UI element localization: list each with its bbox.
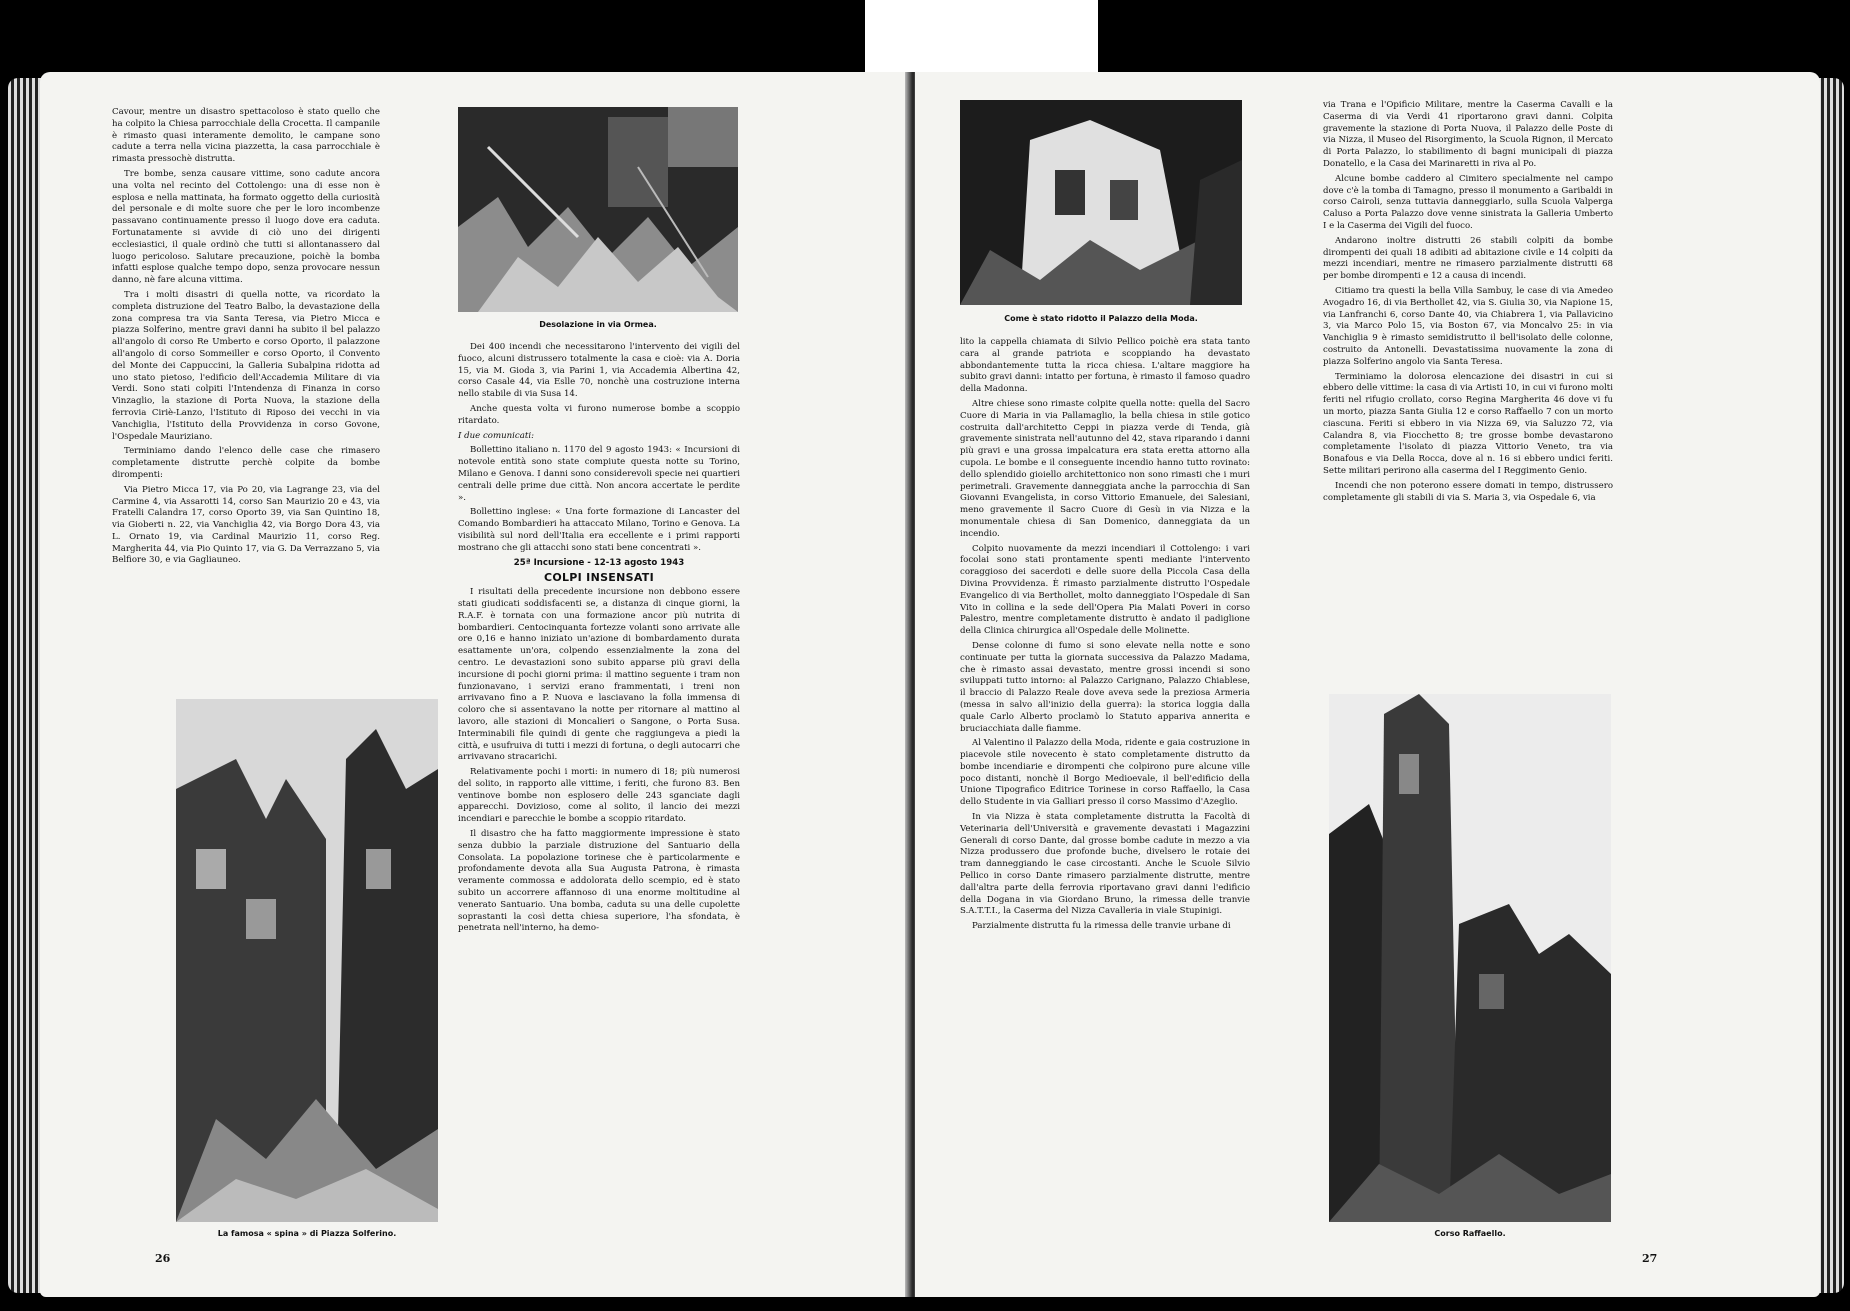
photo-caption: Come è stato ridotto il Palazzo della Moda. [1004, 314, 1198, 323]
paragraph: Dense colonne di fumo si sono elevate nella notte e sono continuate per tutta la giornata successiva da Palazzo Madama, che è rimasto assai devastato, mentre grossi incendi si sono sviluppati tutto intorno: al Palazzo Carignano, Palazzo Chiablese, il braccio di Palazzo Reale dove aveva sede la preziosa Armeria (messa in salvo all'inizio della guerra): la storica loggia dalla quale Carlo Alberto proclamò lo Statuto appariva annerita e bruciacchiata dalle fiamme. [960, 640, 1250, 734]
paragraph: Terminiamo la dolorosa elencazione dei disastri in cui si ebbero delle vittime: la casa di via Artisti 10, in cui vi furono molti feriti nel rifugio crollato, corso Regina Margherita 46 dove vi fu un morto, piazza Santa Giulia 12 e corso Raffaello 7 con un morto ciascuna. Feriti si ebbero in via Nizza 69, via Saluzzo 72, via Calandra 8, via Fiocchetto 8; tre grosse bombe devastarono completamente l'isolato di piazza Vittorio Veneto, tra via Bonafous e via Della Rocca, dove al n. 16 si ebbero undici feriti. Sette militari perirono alla caserma del I Reggimento Genio. [1323, 371, 1613, 476]
paragraph: Altre chiese sono rimaste colpite quella notte: quella del Sacro Cuore di Maria in via Pallamaglio, la bella chiesa in stile gotico costruita dall'architetto Ceppi in piazza verde di Tenda, già gravemente sinistrata nell'autunno del 42, stava riparando i danni più gravi e una grossa impalcatura era stata eretta attorno alla cupola. Le bombe e il conseguente incendio hanno tutto rovinato: dello splendido gioiello architettonico non sono rimasti che i muri perimetrali. Gravemente danneggiata anche la parrocchia di San Giovanni Evangelista, in corso Vittorio Emanuele, dei Salesiani, meno gravemente il Sacro Cuore di Gesù in via Nizza e la monumentale chiesa di San Domenico, danneggiata da un incendio. [960, 398, 1250, 539]
paragraph: Tra i molti disastri di quella notte, va ricordato la completa distruzione del Teatro Balbo, la devastazione della zona compresa tra via Santa Teresa, via Pietro Micca e piazza Solferino, mentre gravi danni ha subito il bel palazzo all'angolo di corso Re Umberto e corso Oporto, il palazzone all'angolo di corso Sommeiller e corso Oporto, il Convento del Monte dei Cappuccini, la Galleria Subalpina ridotta ad uno stato pietoso, l'edificio dell'Accademia Militare di via Verdi. Sono stati colpiti l'Intendenza di Finanza in corso Vinzaglio, la stazione di Porta Nuova, la stazione della ferrovia Ciriè-Lanzo, l'Istituto di Riposo dei vecchi in via Vanchiglia, l'Istituto della Provvidenza in corso Govone, l'Ospedale Mauriziano. [112, 289, 380, 442]
paragraph: Cavour, mentre un disastro spettacoloso è stato quello che ha colpito la Chiesa parrocchiale della Crocetta. Il campanile è rimasto quasi interamente demolito, le campane sono cadute a terra nella vicina piazzetta, la casa parrocchiale è rimasta pressochè distrutta. [112, 107, 380, 165]
photo-corso-raffaello [1329, 694, 1611, 1222]
paragraph: In via Nizza è stata completamente distrutta la Facoltà di Veterinaria dell'Università e gravemente devastati i Magazzini Generali di corso Dante, dal grosse bombe cadute in mezzo a via Nizza produssero due profonde buche, divelsero le rotaie dei tram danneggiando le case circostanti. Anche le Scuole Silvio Pellico in corso Dante rimasero parzialmente distrutte, mentre dall'altra parte della ferrovia riportavano gravi danni l'edificio della Dogana in via Giordano Bruno, la rimessa delle tranvie S.A.T.T.I., la Caserma del Nizza Cavalleria in viale Stupinigi. [960, 812, 1250, 917]
left-column-1 [112, 107, 380, 570]
photo-caption: Desolazione in via Ormea. [539, 320, 657, 329]
paragraph: Alcune bombe caddero al Cimitero specialmente nel campo dove c'è la tomba di Tamagno, presso il monumento a Garibaldi in corso Cairoli, senza tuttavia danneggiarlo, sulla Scuola Valperga Caluso a Porta Palazzo dove venne sinistrata la Galleria Umberto I e la Caserma dei Vigili del fuoco. [1323, 173, 1613, 231]
right-column-2 [1323, 100, 1613, 507]
paragraph: Via Pietro Micca 17, via Po 20, via Lagrange 23, via del Carmine 4, via Assarotti 14, corso San Maurizio 20 e 43, via Fratelli Calandra 17, corso Oporto 39, via San Quintino 18, via Gioberti n. 22, via Vanchiglia 42, via Borgo Dora 43, via L. Ornato 19, via Cardinal Maurizio 11, corso Reg. Margherita 44, via Pio Quinto 17, via G. Da Verrazzano 5, via Belfiore 30, e via Gagliauneo. [112, 484, 380, 566]
paragraph: Relativamente pochi i morti: in numero di 18; più numerosi del solito, in rapporto alle vittime, i feriti, che furono 83. Ben ventinove bombe non esplosero delle 243 sganciate dagli apparecchi. Dovizioso, come al solito, il lancio dei mezzi incendiari e parecchie le bombe a scoppio ritardato. [458, 767, 740, 825]
paragraph: Bollettino inglese: « Una forte formazione di Lancaster del Comando Bombardieri ha attaccato Milano, Torino e Genova. La visibilità sul nord dell'Italia era eccellente e i primi rapporti mostrano che gli attacchi sono stati bene concentrati ». [458, 507, 740, 553]
right-page [915, 72, 1820, 1297]
paragraph: Bollettino italiano n. 1170 del 9 agosto 1943: « Incursioni di notevole entità sono state compiute questa notte su Torino, Milano e Genova. I danni sono considerevoli specie nei quartieri centrali delle prime due città. Non ancora accertate le perdite ». [458, 445, 740, 503]
paragraph: Citiamo tra questi la bella Villa Sambuy, le case di via Amedeo Avogadro 16, di via Berthollet 42, via S. Giulia 30, via Napione 15, via Lanfranchi 6, corso Dante 40, via Chiabrera 1, via Pallavicino 3, via Marco Polo 15, via Boston 67, via Moncalvo 25: in via Vanchiglia 9 è rimasto semidistrutto il bell'isolato delle colonne, costruito da Antonelli. Devastatissima nuovamente la zona di piazza Solferino angolo via Santa Teresa. [1323, 285, 1613, 367]
paragraph: Terminiamo dando l'elenco delle case che rimasero completamente distrutte perchè colpite da bombe dirompenti: [112, 446, 380, 480]
book-edge-right [1818, 78, 1844, 1293]
paragraph: via Trana e l'Opificio Militare, mentre la Caserma Cavalli e la Caserma di via Verdi 41 riportarono gravi danni. Colpita gravemente la stazione di Porta Nuova, il Palazzo delle Poste di via Nizza, il Museo del Risorgimento, la Scuola Rignon, il Mercato di Porta Palazzo, lo stabilimento di bagni municipali di piazza Donatello, e la Casa dei Marinaretti in riva al Po. [1323, 100, 1613, 169]
comunicati-label: I due comunicati: [458, 430, 534, 441]
photo-caption: Corso Raffaello. [1434, 1229, 1506, 1238]
paragraph: lito la cappella chiamata di Silvio Pellico poichè era stata tanto cara al grande patriota e scoppiando ha devastato abbondantemente tutta la ricca chiesa. L'altare maggiore ha subito gravi danni: intatto per fortuna, è rimasto il famoso quadro della Madonna. [960, 337, 1250, 395]
section-title: COLPI INSENSATI [543, 571, 655, 585]
background-gap-top [865, 0, 1098, 75]
page-number: 26 [155, 1252, 171, 1265]
book-edge-left [8, 78, 42, 1293]
paragraph: I risultati della precedente incursione non debbono essere stati giudicati soddisfacenti se, a distanza di cinque giorni, la R.A.F. è tornata con una formazione ancor più nutrita di bombardieri. Centocinquanta fortezze volanti sono arrivate alle ore 0,16 e hanno iniziato un'azione di bombardamento durata esattamente un'ora, colpendo essenzialmente la zona del centro. Le devastazioni sono subito apparse più gravi della incursione di pochi giorni prima: il mattino seguente i tram non funzionavano, i servizi erano frammentati, i treni non arrivavano fino a P. Nuova e lasciavano la folla immensa di coloro che si assentavano la notte per ritornare al mattino al lavoro, alle stazioni di Moncalieri o Sangone, o Porta Susa. Interminabili file quindi di gente che raggiungeva a piedi la città, e usufruiva di tutti i mezzi di fortuna, o degli autocarri che arrivavano stracarichi. [458, 587, 740, 763]
paragraph: Colpito nuovamente da mezzi incendiari il Cottolengo: i vari focolai sono stati prontamente spenti mediante l'intervento coraggioso dei sacerdoti e delle suore della Piccola Casa della Divina Provvidenza. È rimasto parzialmente distrutto l'Ospedale Evangelico di via Berthollet, molto danneggiato l'Ospedale di San Vito in collina e la sede dell'Opera Pia Malati Poveri in corso Palestro, mentre completamente distrutto è andato il padiglione della Clinica chirurgica all'Ospedale delle Molinette. [960, 543, 1250, 637]
paragraph: Andarono inoltre distrutti 26 stabili colpiti da bombe dirompenti dei quali 18 adibiti ad abitazione civile e 14 colpiti da mezzi incendiari, mentre ne rimasero parzialmente distrutti 68 per bombe dirompenti e 12 a causa di incendi. [1323, 235, 1613, 282]
section-heading: 25ª Incursione - 12-13 agosto 1943 [513, 557, 685, 568]
photo-caption: La famosa « spina » di Piazza Solferino. [217, 1229, 397, 1238]
paragraph: Parzialmente distrutta fu la rimessa delle tranvie urbane di [972, 921, 1231, 932]
photo-via-ormea [458, 107, 738, 312]
paragraph: Anche questa volta vi furono numerose bombe a scoppio ritardato. [458, 403, 740, 426]
right-column-1 [960, 337, 1250, 936]
paragraph: Al Valentino il Palazzo della Moda, ridente e gaia costruzione in piacevole stile novecento è stato completamente distrutto da bombe incendiarie e dirompenti che colpirono pure alcune ville poco distanti, nonchè il Borgo Medioevale, il bell'edificio della Unione Tipografico Editrice Torinese in corso Raffaello, la Casa dello Studente in via Galliari presso il corso Massimo d'Azeglio. [960, 738, 1250, 808]
left-column-2 [458, 342, 740, 938]
left-page [40, 72, 910, 1297]
photo-piazza-solferino [176, 699, 438, 1222]
paragraph: Tre bombe, senza causare vittime, sono cadute ancora una volta nel recinto del Cottolengo: una di esse non è esplosa e nella mattinata, ha formato oggetto della curiosità del personale e di molte suore che per le loro incombenze passavano continuamente presso il luogo dove era caduta. Fortunatamente si avvide di ciò uno dei dirigenti ecclesiastici, il quale ordinò che tutti si allontanassero dal luogo pericoloso. Salutare precauzione, poichè la bomba infatti esplose qualche tempo dopo, senza provocare nessun danno, nè fare alcuna vittima. [112, 168, 380, 286]
paragraph: Il disastro che ha fatto maggiormente impressione è stato senza dubbio la parziale distruzione del Santuario della Consolata. La popolazione torinese che è particolarmente e profondamente devota alla Sua Augusta Patrona, è rimasta veramente commossa e addolorata dello scempio, ed è stato subito un accorrere affannoso di una enorme moltitudine al venerato Santuario. Una bomba, caduta su una delle cupolette soprastanti la così detta chiesa superiore, l'ha sfondata, è penetrata nell'interno, ha demo- [458, 829, 740, 934]
photo-palazzo-moda [960, 100, 1242, 305]
page-number: 27 [1642, 1252, 1658, 1265]
paragraph: Incendi che non poterono essere domati in tempo, distrussero completamente gli stabili di via S. Maria 3, via Ospedale 6, via [1323, 480, 1613, 503]
paragraph: Dei 400 incendi che necessitarono l'intervento dei vigili del fuoco, alcuni distrussero totalmente la casa e cioè: via A. Doria 15, via M. Gioda 3, via Parini 1, via Accademia Albertina 42, corso Casale 44, via Eslle 70, nonchè una costruzione interna nello stabile di via Susa 14. [458, 342, 740, 400]
